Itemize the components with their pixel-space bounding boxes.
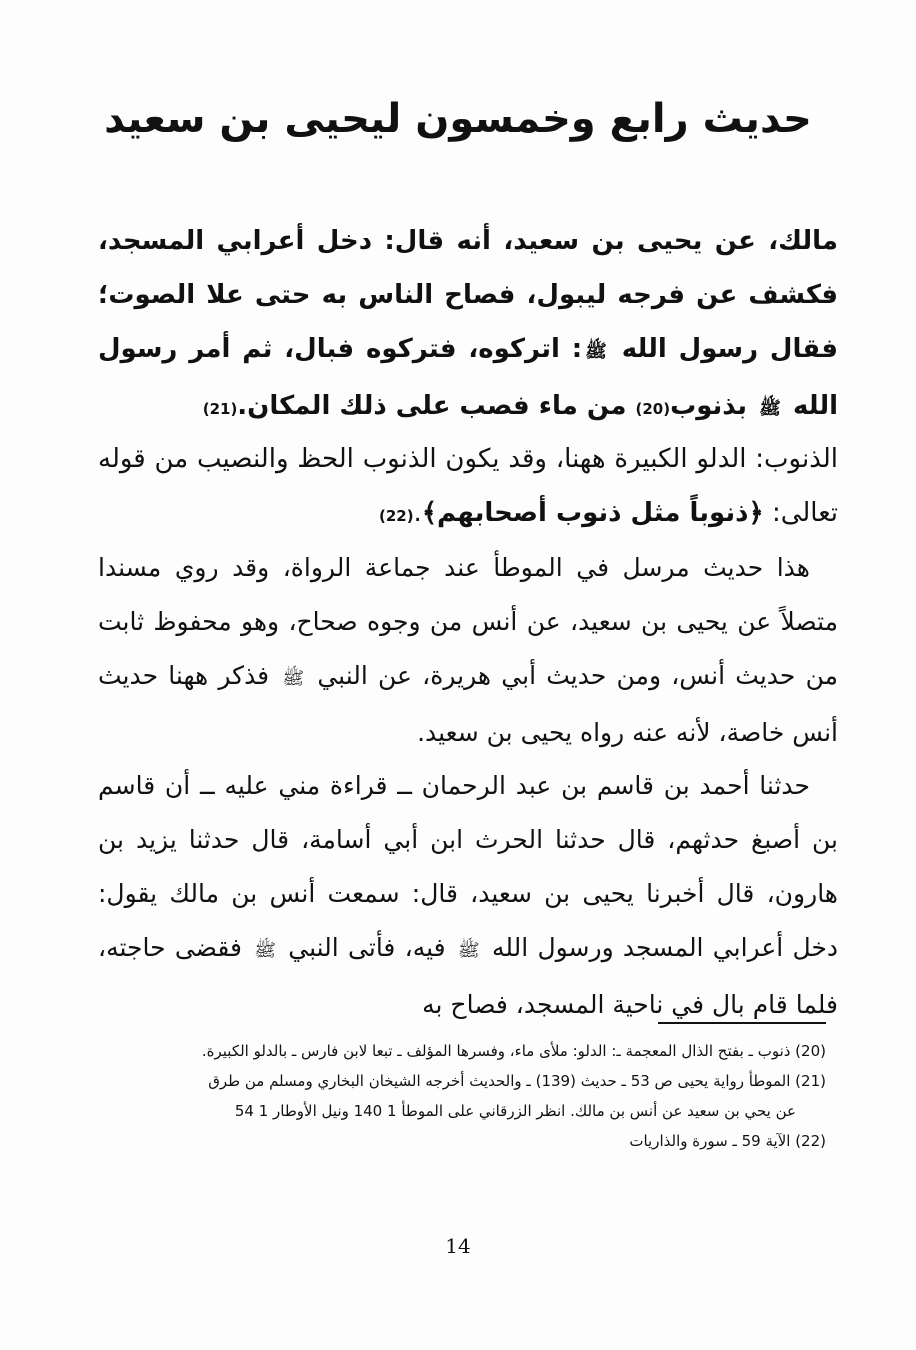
commentary-text-1: هذا حديث مرسل في الموطأ عند جماعة الرواة، وقد روي مسندا متصلاً عن يحيى بن سعيد، عن أنس من وجوه صحاح، وهو محفوظ ثابت من حديث أنس، ومن حديث أبي هريرة، عن النبي: [98, 553, 838, 690]
footnote-ref-22: (22): [378, 507, 414, 525]
footnote-divider: [658, 1022, 826, 1024]
hadith-paragraph: [98, 214, 838, 436]
footnote-ref-21: (21): [202, 400, 238, 418]
salutation-glyph: ﷺ: [282, 668, 305, 689]
page-title: حديث رابع وخمسون ليحيى بن سعيد: [104, 95, 812, 142]
salutation-glyph: ﷺ: [585, 341, 607, 362]
isnad-paragraph: [98, 759, 838, 1032]
salutation-glyph: ﷺ: [254, 940, 276, 961]
page-number: 14: [445, 1234, 471, 1258]
hadith-text-2: : اتركوه، فتركوه فبال، ثم أمر رسول الله: [98, 334, 838, 421]
gloss-paragraph: [98, 432, 838, 543]
isnad-text-1: حدثنا أحمد بن قاسم بن عبد الرحمان ــ قراءة مني عليه ــ أن قاسم بن أصبغ حدثهم، قال حدثنا الحرث ابن أبي أسامة، قال حدثنا يزيد بن هارون، قال أخبرنا يحيى بن سعيد، قال: سمعت أنس بن مالك يقول: دخل أعرابي المسجد ورسول الله: [98, 771, 838, 962]
footnote-ref-20: (20): [635, 400, 671, 418]
hadith-text-4: من ماء فصب على ذلك المكان.: [237, 391, 627, 421]
commentary-text-2: فذكر ههنا حديث أنس خاصة، لأنه عنه رواه يحيى بن سعيد.: [98, 661, 838, 747]
quran-quote: ﴿ذنوباً مثل ذنوب أصحابهم﴾: [421, 498, 764, 528]
hadith-text-1: مالك، عن يحيى بن سعيد، أنه قال: دخل أعرابي المسجد، فكشف عن فرجه ليبول، فصاح الناس به حتى علا الصوت؛ فقال رسول الله: [98, 226, 838, 364]
footnote-21-continued: عن يحي بن سعيد عن أنس بن مالك. انظر الزرقاني على الموطأ 1 140 ونيل الأوطار 1 54: [234, 1102, 796, 1120]
salutation-glyph: ﷺ: [759, 398, 781, 419]
gloss-period: .: [413, 498, 422, 528]
footnotes-section: [96, 1036, 826, 1156]
footnote-21: (21) الموطأ رواية يحيى ص 53 ـ حديث (139) ـ والحديث أخرجه الشيخان البخاري ومسلم من طرق: [208, 1072, 826, 1090]
isnad-text-2: فيه، فأتى النبي: [288, 933, 446, 962]
footnote-20: (20) ذنوب ـ بفتح الذال المعجمة ـ: الدلو: ملأى ماء، وفسرها المؤلف ـ تبعا لابن فارس ـ بالدلو الكبيرة.: [201, 1042, 826, 1060]
footnote-22: (22) الآية 59 ـ سورة والذاريات: [629, 1132, 826, 1150]
commentary-paragraph: [98, 541, 838, 760]
isnad-text-3: فقضى حاجته، فلما قام بال في ناحية المسجد، فصاح به: [98, 933, 838, 1019]
gloss-text: الذنوب: الدلو الكبيرة ههنا، وقد يكون الذنوب الحظ والنصيب من قوله تعالى:: [98, 444, 838, 528]
salutation-glyph: ﷺ: [457, 940, 480, 961]
hadith-text-3: بذنوب: [670, 391, 748, 421]
